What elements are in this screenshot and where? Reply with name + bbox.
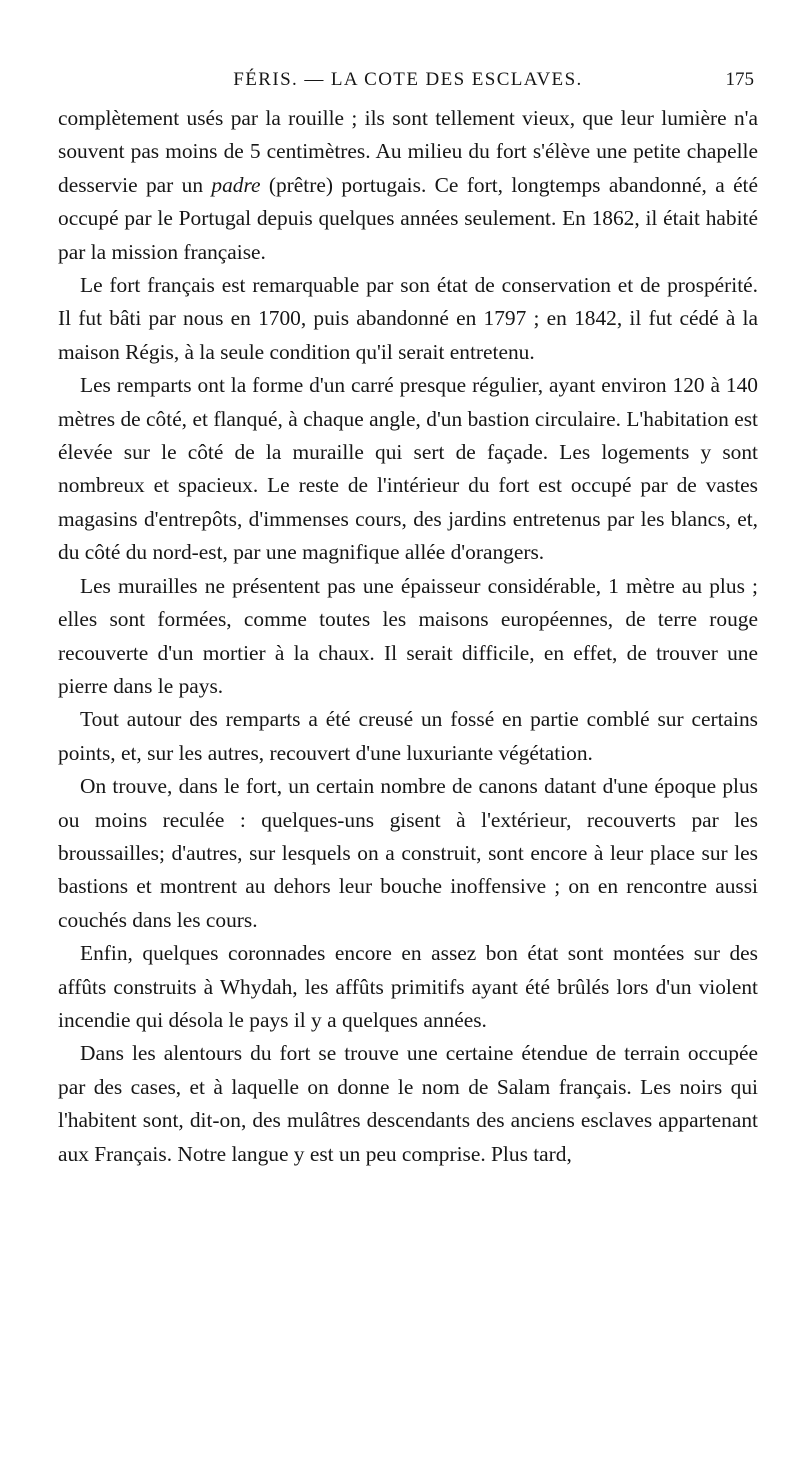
- paragraph-4: [58, 570, 758, 704]
- running-head: [58, 58, 758, 102]
- page-number: 175: [725, 69, 754, 90]
- paragraph-1-text-a: complètement usés par la rouille ; ils sont tellement vieux, que leur lumière n'a souvent pas moins de 5 centimètres. Au milieu du fort s'élève une petite chapelle desservie par un: [58, 106, 758, 197]
- paragraph-6-text: On trouve, dans le fort, un certain nombre de canons datant d'une époque plus ou moins reculée : quelques-uns gisent à l'extérieur, recouverts par les broussailles; d'autres, sur lesquels on a construit, sont encore à leur place sur les bastions et montrent au dehors leur bouche inoffensive ; on en rencontre aussi couchés dans les cours.: [58, 774, 758, 932]
- paragraph-7-text: Enfin, quelques coronnades encore en assez bon état sont montées sur des affûts construits à Whydah, les affûts primitifs ayant été brûlés lors d'un violent incendie qui désola le pays il y a quelques années.: [58, 941, 758, 1032]
- paragraph-4-text: Les murailles ne présentent pas une épaisseur considérable, 1 mètre au plus ; elles sont formées, comme toutes les maisons européennes, de terre rouge recouverte d'un mortier à la chaux. Il serait difficile, en effet, de trouver une pierre dans le pays.: [58, 573, 758, 698]
- paragraph-7: [58, 937, 758, 1037]
- running-title: FÉRIS. — LA COTE DES ESCLAVES.: [233, 69, 583, 90]
- book-page: [58, 58, 758, 1171]
- paragraph-2: [58, 269, 758, 369]
- paragraph-8: [58, 1037, 758, 1171]
- paragraph-1-text-b: (prêtre) portugais. Ce fort, longtemps abandonné, a été occupé par le Portugal depuis quelques années seulement. En 1862, il était habité par la mission française.: [58, 172, 758, 264]
- paragraph-1-italic-padre: padre: [211, 172, 261, 197]
- paragraph-5: [58, 703, 758, 770]
- paragraph-3: [58, 369, 758, 569]
- paragraph-6: [58, 770, 758, 937]
- paragraph-2-text: Le fort français est remarquable par son état de conservation et de prospérité. Il fut bâti par nous en 1700, puis abandonné en 1797 ; en 1842, il fut cédé à la maison Régis, à la seule condition qu'il serait entretenu.: [58, 273, 758, 364]
- paragraph-5-text: Tout autour des remparts a été creusé un fossé en partie comblé sur certains points, et, sur les autres, recouvert d'une luxuriante végétation.: [58, 707, 758, 765]
- body-text: [58, 102, 758, 1171]
- paragraph-3-text: Les remparts ont la forme d'un carré presque régulier, ayant environ 120 à 140 mètres de côté, et flanqué, à chaque angle, d'un bastion circulaire. L'habitation est élevée sur le côté de la muraille qui sert de façade. Les logements y sont nombreux et spacieux. Le reste de l'intérieur du fort est occupé par de vastes magasins d'entrepôts, d'immenses cours, des jardins entretenus par les blancs, et, du côté du nord-est, par une magnifique allée d'orangers.: [58, 373, 758, 565]
- paragraph-8-text: Dans les alentours du fort se trouve une certaine étendue de terrain occupée par des cases, et à laquelle on donne le nom de Salam français. Les noirs qui l'habitent sont, dit-on, des mulâtres descendants des anciens esclaves appartenant aux Français. Notre langue y est un peu comprise. Plus tard,: [58, 1041, 758, 1166]
- paragraph-1: [58, 102, 758, 269]
